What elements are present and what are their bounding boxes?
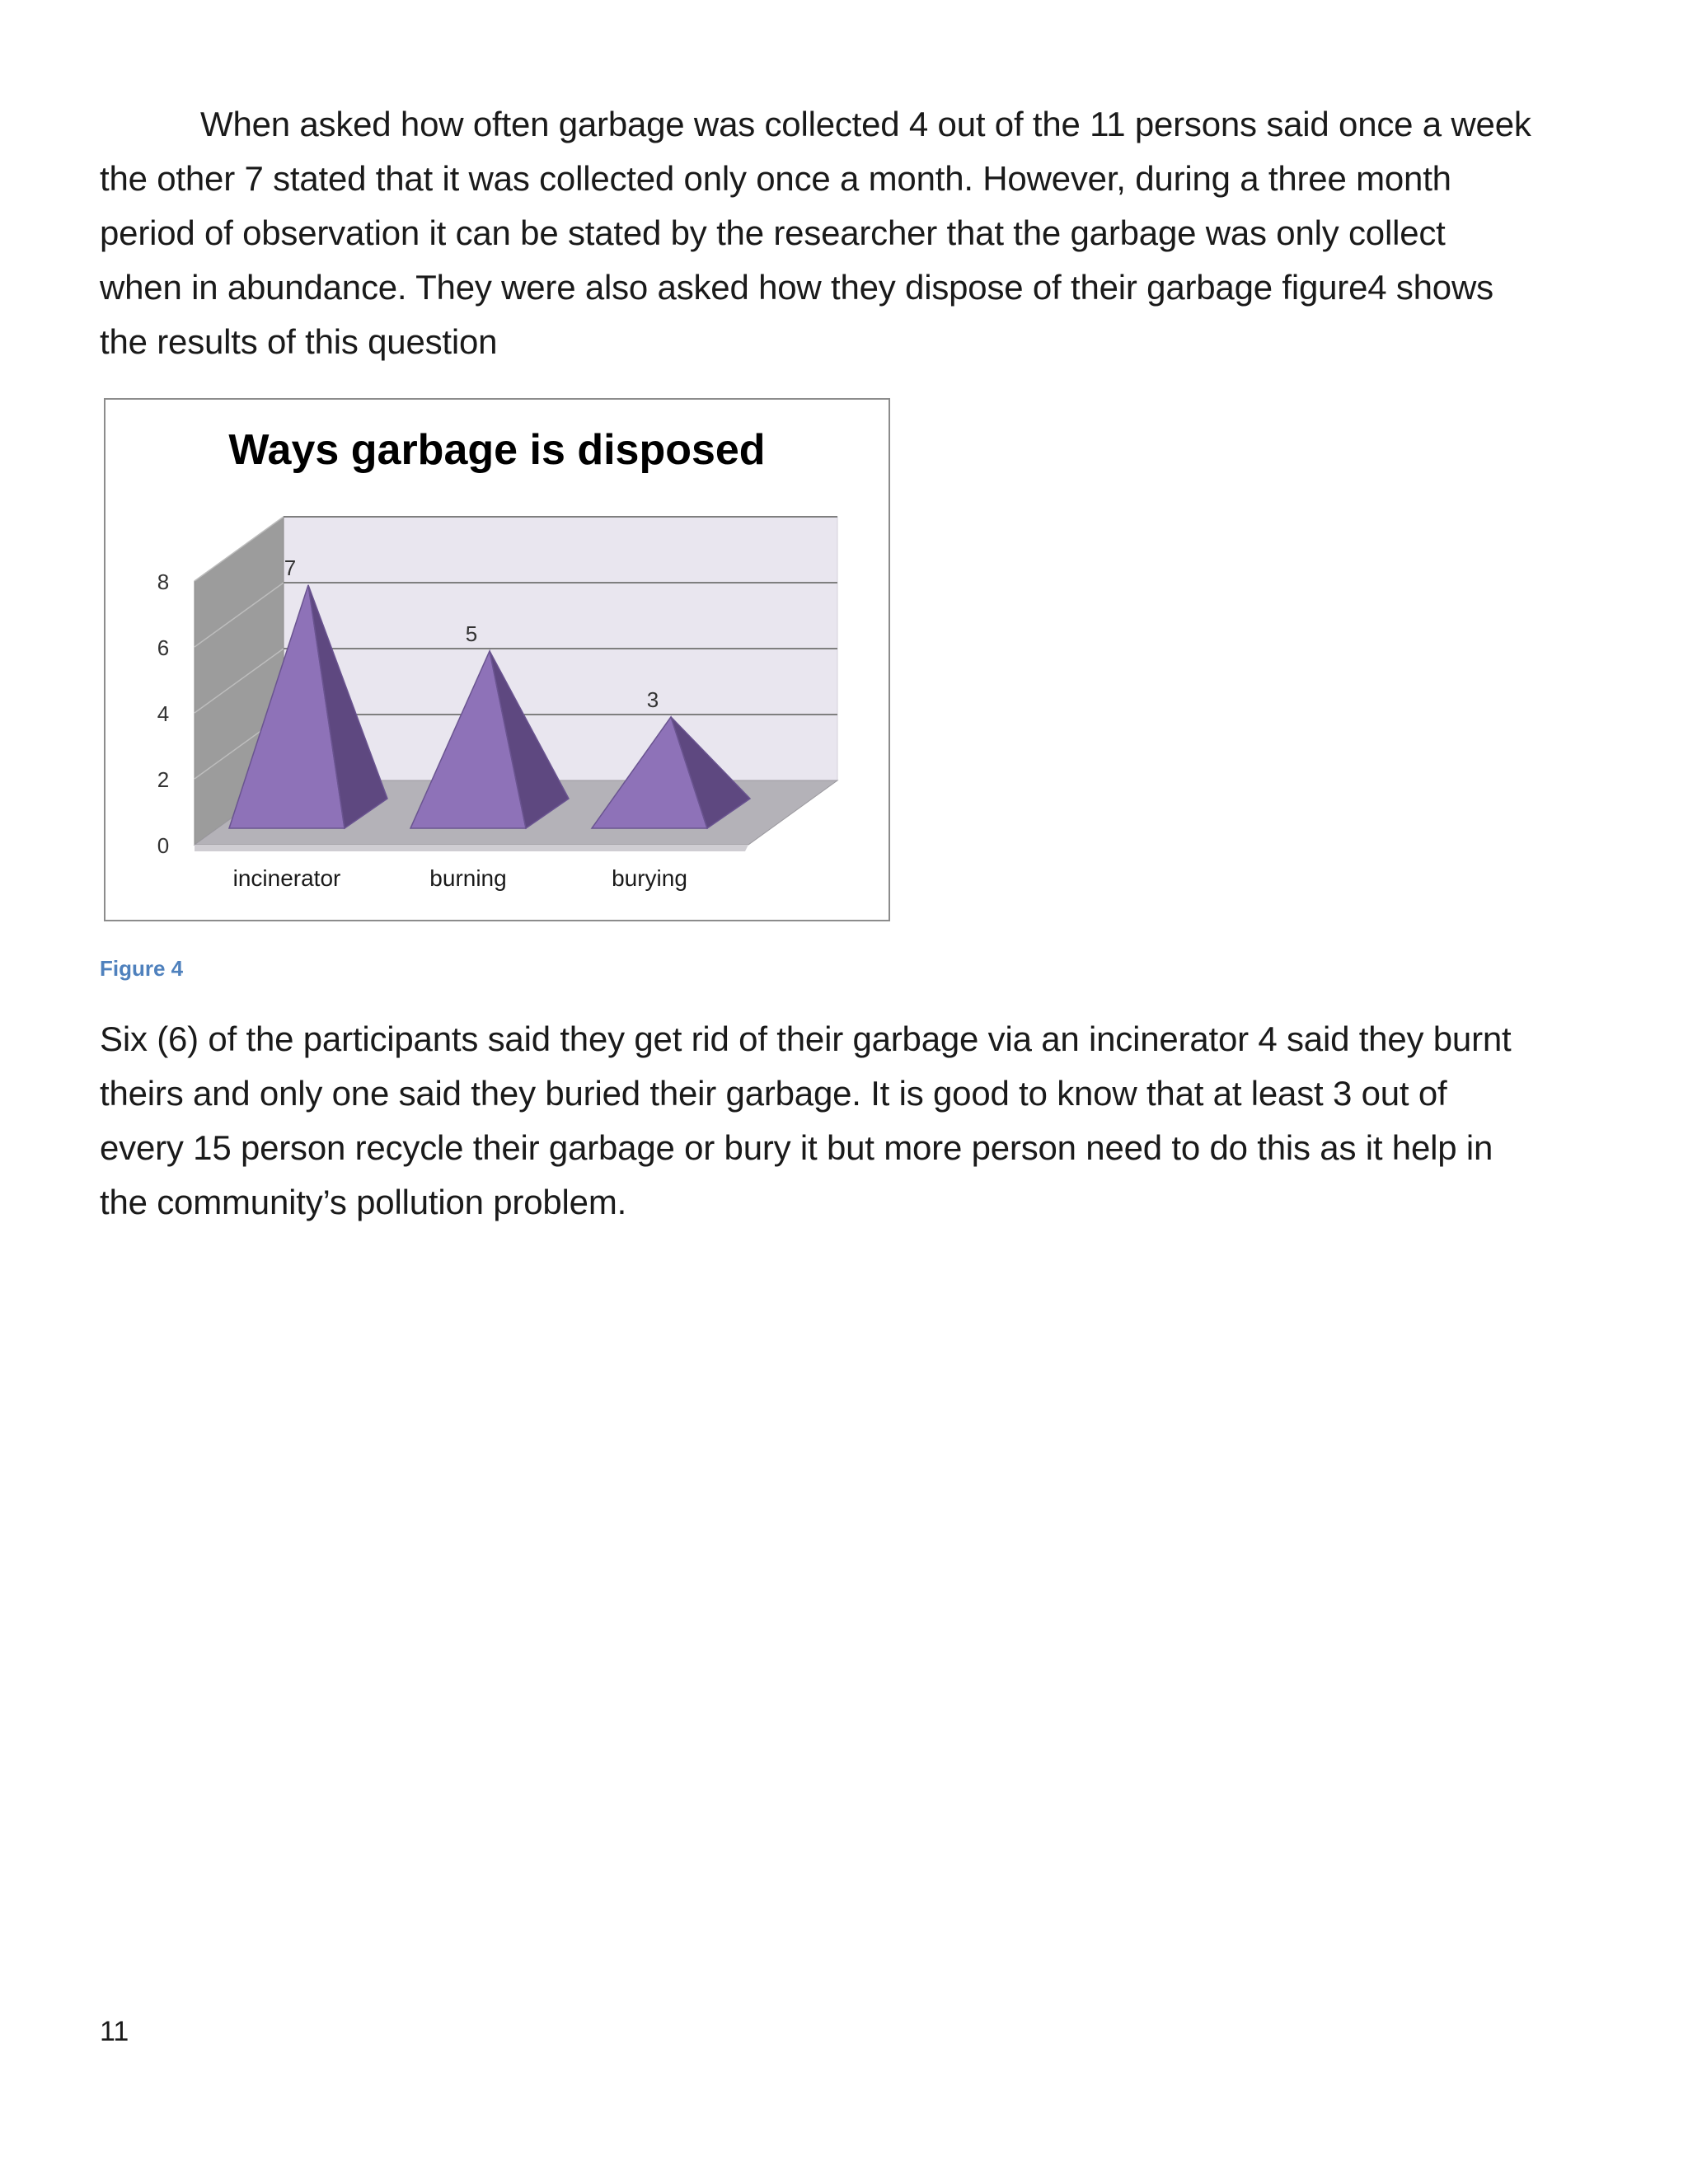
paragraph-disposal-results <box>100 1012 1583 1230</box>
chart-title: Ways garbage is disposed <box>228 426 766 474</box>
disposal-chart <box>106 400 889 920</box>
chart-floor-edge <box>195 845 748 851</box>
paragraph-line: when in abundance. They were also asked how they dispose of their garbage figure4 shows <box>100 268 1493 307</box>
paragraph-line: theirs and only one said they buried their garbage. It is good to know that at least 3 out of <box>100 1074 1447 1113</box>
paragraph-line: the other 7 stated that it was collected only once a month. However, during a three month <box>100 159 1451 198</box>
y-tick-label: 6 <box>157 635 170 660</box>
y-tick-label: 2 <box>157 767 170 792</box>
x-category-label: burying <box>612 865 687 891</box>
y-tick-label: 8 <box>157 569 170 594</box>
data-label: 3 <box>646 687 659 712</box>
paragraph-line: every 15 person recycle their garbage or bury it but more person need to do this as it help in <box>100 1128 1493 1167</box>
y-tick-label: 0 <box>157 833 170 858</box>
paragraph-line: period of observation it can be stated by the researcher that the garbage was only collect <box>100 213 1446 252</box>
x-category-label: burning <box>429 865 507 891</box>
chart-frame <box>104 398 890 921</box>
paragraph-line: the results of this question <box>100 322 498 361</box>
page-number: 11 <box>100 2016 129 2047</box>
figure-caption: Figure 4 <box>100 956 184 981</box>
paragraph-line: When asked how often garbage was collected 4 out of the 11 persons said once a week <box>200 105 1531 143</box>
y-tick-label: 4 <box>157 701 170 726</box>
paragraph-line: the community’s pollution problem. <box>100 1183 627 1221</box>
data-label: 7 <box>284 555 297 580</box>
paragraph-garbage-collection <box>100 97 1583 369</box>
paragraph-line: Six (6) of the participants said they get rid of their garbage via an incinerator 4 said they burnt <box>100 1019 1512 1058</box>
x-category-label: incinerator <box>232 865 341 891</box>
data-label: 5 <box>465 621 478 646</box>
